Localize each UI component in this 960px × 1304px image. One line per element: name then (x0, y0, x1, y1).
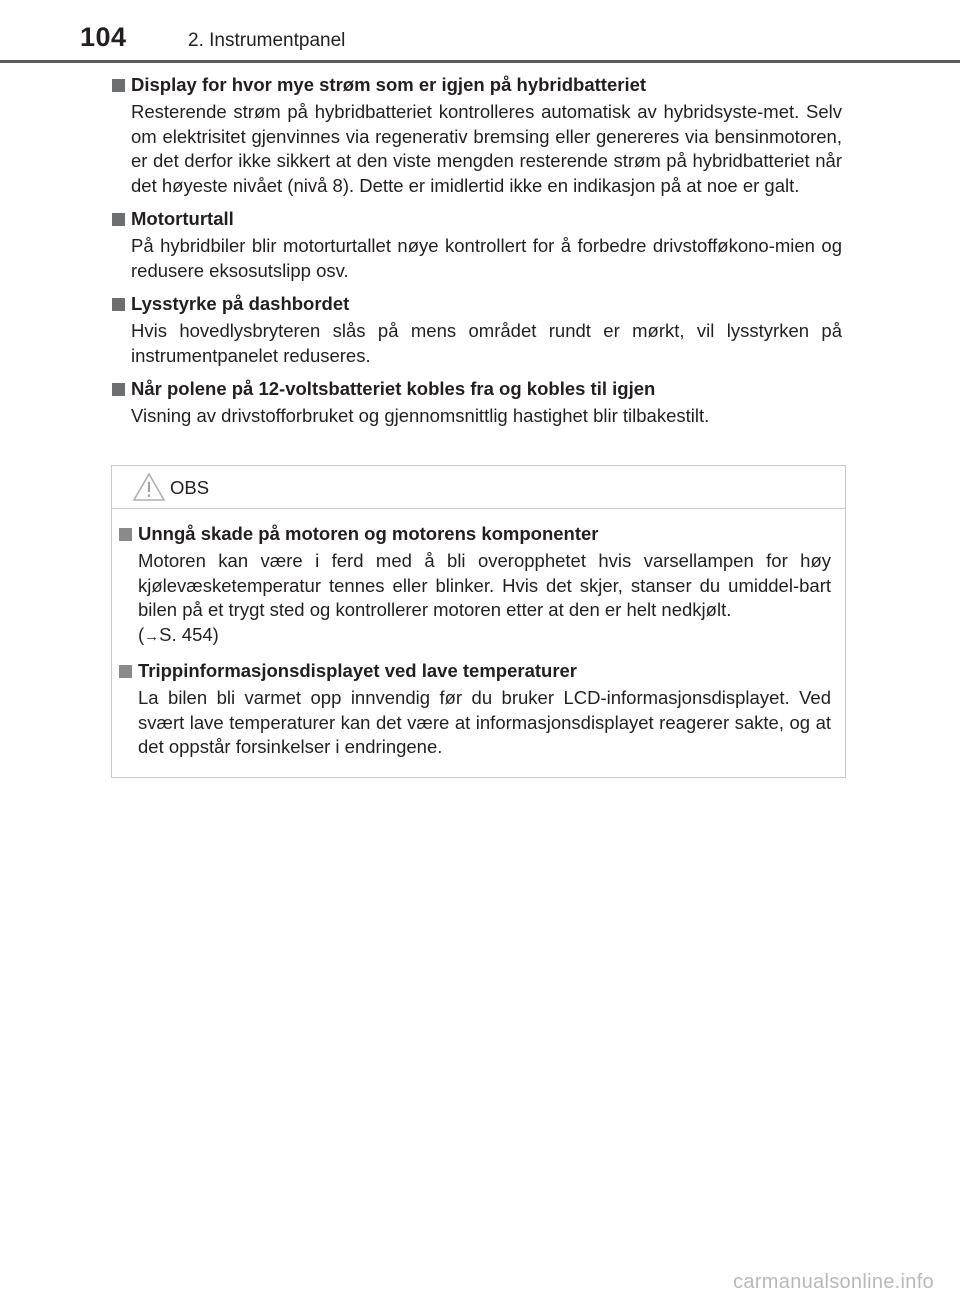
section-title (112, 206, 842, 232)
notice-item-body (119, 549, 831, 649)
section-12v-battery (112, 376, 842, 429)
section-body: Hvis hovedlysbryteren slås på mens området rundt er mørkt, vil lysstyrken på instrumentpanelet reduseres. (131, 320, 842, 366)
arrow-right-icon: → (144, 627, 160, 645)
notice-body (112, 509, 845, 760)
section-battery-display (112, 72, 842, 198)
notice-item-title-text: Trippinformasjonsdisplayet ved lave temperaturer (138, 660, 578, 681)
reference-open-paren: ( (138, 623, 145, 645)
section-title (112, 291, 842, 317)
notice-item-engine-damage (119, 521, 831, 649)
section-title-text: Display for hvor mye strøm som er igjen på hybridbatteriet (131, 74, 647, 95)
section-engine-speed (112, 206, 842, 283)
square-bullet-icon (112, 213, 125, 226)
notice-item-title-text: Unngå skade på motoren og motorens komponenter (138, 523, 599, 544)
header-rule (0, 60, 960, 63)
square-bullet-icon (112, 79, 125, 92)
section-title-text: Når polene på 12-voltsbatteriet kobles fra og kobles til igjen (131, 378, 656, 399)
reference-text: S. 454) (159, 623, 219, 645)
chapter-title: 2. Instrumentpanel (188, 30, 346, 51)
notice-box (111, 465, 846, 778)
warning-triangle-icon (132, 472, 166, 502)
section-dashboard-brightness (112, 291, 842, 368)
notice-item-body: La bilen bli varmet opp innvendig før du bruker LCD-informasjonsdisplayet. Ved svært lave temperaturer kan det være at informasjonsdisplayet reagerer sakte, og at det oppstår forsinkelser i endringene. (138, 687, 831, 757)
square-bullet-icon (112, 298, 125, 311)
main-content (112, 72, 842, 437)
section-title-text: Motorturtall (131, 208, 234, 229)
square-bullet-icon (112, 383, 125, 396)
notice-item-body-text: Motoren kan være i ferd med å bli overopphetet hvis varsellampen for høy kjølevæsketemperatur tennes eller blinker. Hvis det skjer, stanser du umiddel-bart bilen på et trygt sted og kontrollerer motoren etter at den er helt nedkjølt. (138, 550, 831, 620)
page-header (0, 0, 960, 62)
section-body: Visning av drivstofforbruket og gjennomsnittlig hastighet blir tilbakestilt. (131, 405, 710, 426)
section-body: Resterende strøm på hybridbatteriet kontrolleres automatisk av hybridsyste-met. Selv om elektrisitet gjenvinnes via regenerativ bremsing eller genereres via bensinmotoren, er det derfor ikke sikkert at den viste mengden resterende strøm på hybridbatteriet når det høyeste nivået (nivå 8). Dette er imidlertid ikke en indikasjon på at noe er galt. (131, 101, 842, 196)
section-title (112, 376, 842, 402)
notice-item-low-temperature (119, 658, 831, 760)
notice-item-title (119, 521, 831, 547)
notice-label: OBS (170, 477, 210, 498)
section-title-text: Lysstyrke på dashbordet (131, 293, 350, 314)
section-title (112, 72, 842, 98)
watermark: carmanualsonline.info (733, 1271, 934, 1293)
notice-item-title (119, 658, 831, 684)
page-reference[interactable] (138, 624, 219, 645)
page-number: 104 (80, 22, 127, 52)
square-bullet-icon (119, 528, 132, 541)
square-bullet-icon (119, 665, 132, 678)
notice-header (112, 466, 845, 509)
section-body: På hybridbiler blir motorturtallet nøye kontrollert for å forbedre drivstofføkono-mien og redusere eksosutslipp osv. (131, 235, 842, 281)
